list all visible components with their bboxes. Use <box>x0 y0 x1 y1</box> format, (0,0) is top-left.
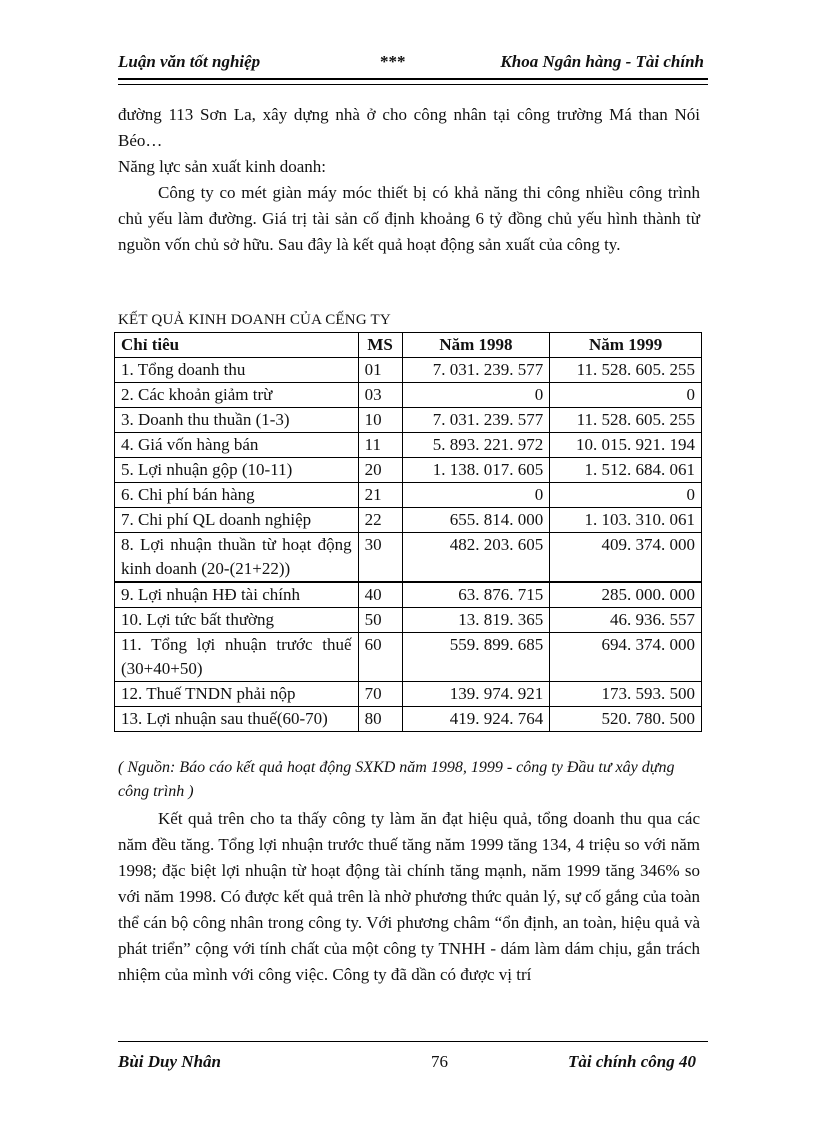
cell-code: 80 <box>358 707 402 732</box>
paragraph: đường 113 Sơn La, xây dựng nhà ở cho công nhân tại công trường Má than Nói Béo… <box>118 105 700 150</box>
cell-label: 2. Các khoản giảm trừ <box>115 383 359 408</box>
cell-label: 1. Tổng doanh thu <box>115 358 359 383</box>
cell-value: 0 <box>402 483 550 508</box>
cell-value: 46. 936. 557 <box>550 608 702 633</box>
cell-label: 11. Tổng lợi nhuận trước thuế (30+40+50) <box>115 633 359 682</box>
paragraph: Công ty co mét giàn máy móc thiết bị có khả năng thi công nhiều công trình chủ yếu làm đường. Giá trị tài sản cố định khoảng 6 tỷ đồng chủ yếu hình thành từ nguồn vốn chủ sở hữu. Sau đây là kết quả hoạt động sản xuất của công ty. <box>118 183 700 254</box>
cell-value: 11. 528. 605. 255 <box>550 358 702 383</box>
table-row <box>115 483 702 508</box>
cell-value: 482. 203. 605 <box>402 533 550 583</box>
cell-label: 6. Chi phí bán hàng <box>115 483 359 508</box>
cell-label: 5. Lợi nhuận gộp (10-11) <box>115 458 359 483</box>
cell-value: 0 <box>402 383 550 408</box>
table-row <box>115 633 702 682</box>
cell-value: 409. 374. 000 <box>550 533 702 583</box>
cell-value: 7. 031. 239. 577 <box>402 358 550 383</box>
cell-code: 11 <box>358 433 402 458</box>
table-row <box>115 408 702 433</box>
footer-class: Tài chính công 40 <box>568 1052 696 1071</box>
cell-value: 694. 374. 000 <box>550 633 702 682</box>
table-row <box>115 707 702 732</box>
cell-code: 22 <box>358 508 402 533</box>
table-row <box>115 383 702 408</box>
results-table <box>114 332 702 732</box>
cell-code: 30 <box>358 533 402 583</box>
column-header: Chỉ tiêu <box>115 333 359 358</box>
cell-code: 10 <box>358 408 402 433</box>
cell-label: 4. Giá vốn hàng bán <box>115 433 359 458</box>
footer-rule <box>118 1041 708 1042</box>
body-bottom <box>118 806 700 988</box>
cell-label: 10. Lợi tức bất thường <box>115 608 359 633</box>
paragraph: Kết quả trên cho ta thấy công ty làm ăn đạt hiệu quả, tổng doanh thu qua các năm đều tăng. Tổng lợi nhuận trước thuế tăng năm 1999 tăng 134, 4 triệu so với năm 1998; đặc biệt lợi nhuận từ hoạt động tài chính tăng mạnh, năm 1999 tăng 346% so với năm 1998. Có được kết quả trên là nhờ phương thức quản lý, sự cố gắng của toàn thể cán bộ công nhân trong công ty. Với phương châm “ổn định, an toàn, hiệu quả và phát triển” cộng với tính chất của một công ty TNHH - dám làm dám chịu, gắn trách nhiệm của mình với công việc. Công ty đã dần có được vị trí <box>118 809 700 984</box>
page-footer <box>118 1052 708 1076</box>
cell-value: 285. 000. 000 <box>550 582 702 608</box>
cell-value: 1. 103. 310. 061 <box>550 508 702 533</box>
page-number: 76 <box>431 1052 448 1071</box>
cell-code: 60 <box>358 633 402 682</box>
table-caption: KẾT QUẢ KINH DOANH CỦA CẾNG TY <box>118 312 391 328</box>
table-row <box>115 682 702 707</box>
cell-value: 1. 512. 684. 061 <box>550 458 702 483</box>
cell-label: 12. Thuế TNDN phải nộp <box>115 682 359 707</box>
cell-value: 139. 974. 921 <box>402 682 550 707</box>
cell-label: 7. Chi phí QL doanh nghiệp <box>115 508 359 533</box>
cell-value: 520. 780. 500 <box>550 707 702 732</box>
cell-value: 63. 876. 715 <box>402 582 550 608</box>
cell-value: 559. 899. 685 <box>402 633 550 682</box>
cell-label: 8. Lợi nhuận thuần từ hoạt động kinh doanh (20-(21+22)) <box>115 533 359 583</box>
cell-label: 3. Doanh thu thuần (1-3) <box>115 408 359 433</box>
table-row <box>115 508 702 533</box>
cell-code: 21 <box>358 483 402 508</box>
body-top <box>118 102 700 258</box>
cell-value: 655. 814. 000 <box>402 508 550 533</box>
header-rule <box>118 78 708 85</box>
header-left: Luận văn tốt nghiệp <box>118 52 261 71</box>
cell-value: 10. 015. 921. 194 <box>550 433 702 458</box>
header-center: *** <box>380 52 406 71</box>
table-row <box>115 358 702 383</box>
column-header: Năm 1999 <box>550 333 702 358</box>
cell-code: 01 <box>358 358 402 383</box>
cell-code: 50 <box>358 608 402 633</box>
cell-value: 5. 893. 221. 972 <box>402 433 550 458</box>
source-note: ( Nguồn: Báo cáo kết quả hoạt động SXKD năm 1998, 1999 - công ty Đầu tư xây dựng công trình ) <box>118 759 675 800</box>
cell-label: 13. Lợi nhuận sau thuế(60-70) <box>115 707 359 732</box>
table-row <box>115 458 702 483</box>
table-header-row <box>115 333 702 358</box>
page-header <box>118 52 708 78</box>
table-row <box>115 582 702 608</box>
cell-code: 20 <box>358 458 402 483</box>
cell-code: 70 <box>358 682 402 707</box>
cell-value: 11. 528. 605. 255 <box>550 408 702 433</box>
column-header: MS <box>358 333 402 358</box>
footer-author: Bùi Duy Nhân <box>118 1052 221 1071</box>
cell-label: 9. Lợi nhuận HĐ tài chính <box>115 582 359 608</box>
table-row <box>115 433 702 458</box>
table-row <box>115 533 702 583</box>
cell-value: 7. 031. 239. 577 <box>402 408 550 433</box>
cell-value: 0 <box>550 383 702 408</box>
table-row <box>115 608 702 633</box>
header-right: Khoa Ngân hàng - Tài chính <box>500 52 704 71</box>
cell-code: 40 <box>358 582 402 608</box>
paragraph: Năng lực sản xuất kinh doanh: <box>118 157 326 176</box>
cell-value: 419. 924. 764 <box>402 707 550 732</box>
cell-value: 0 <box>550 483 702 508</box>
cell-code: 03 <box>358 383 402 408</box>
column-header: Năm 1998 <box>402 333 550 358</box>
cell-value: 173. 593. 500 <box>550 682 702 707</box>
cell-value: 13. 819. 365 <box>402 608 550 633</box>
cell-value: 1. 138. 017. 605 <box>402 458 550 483</box>
